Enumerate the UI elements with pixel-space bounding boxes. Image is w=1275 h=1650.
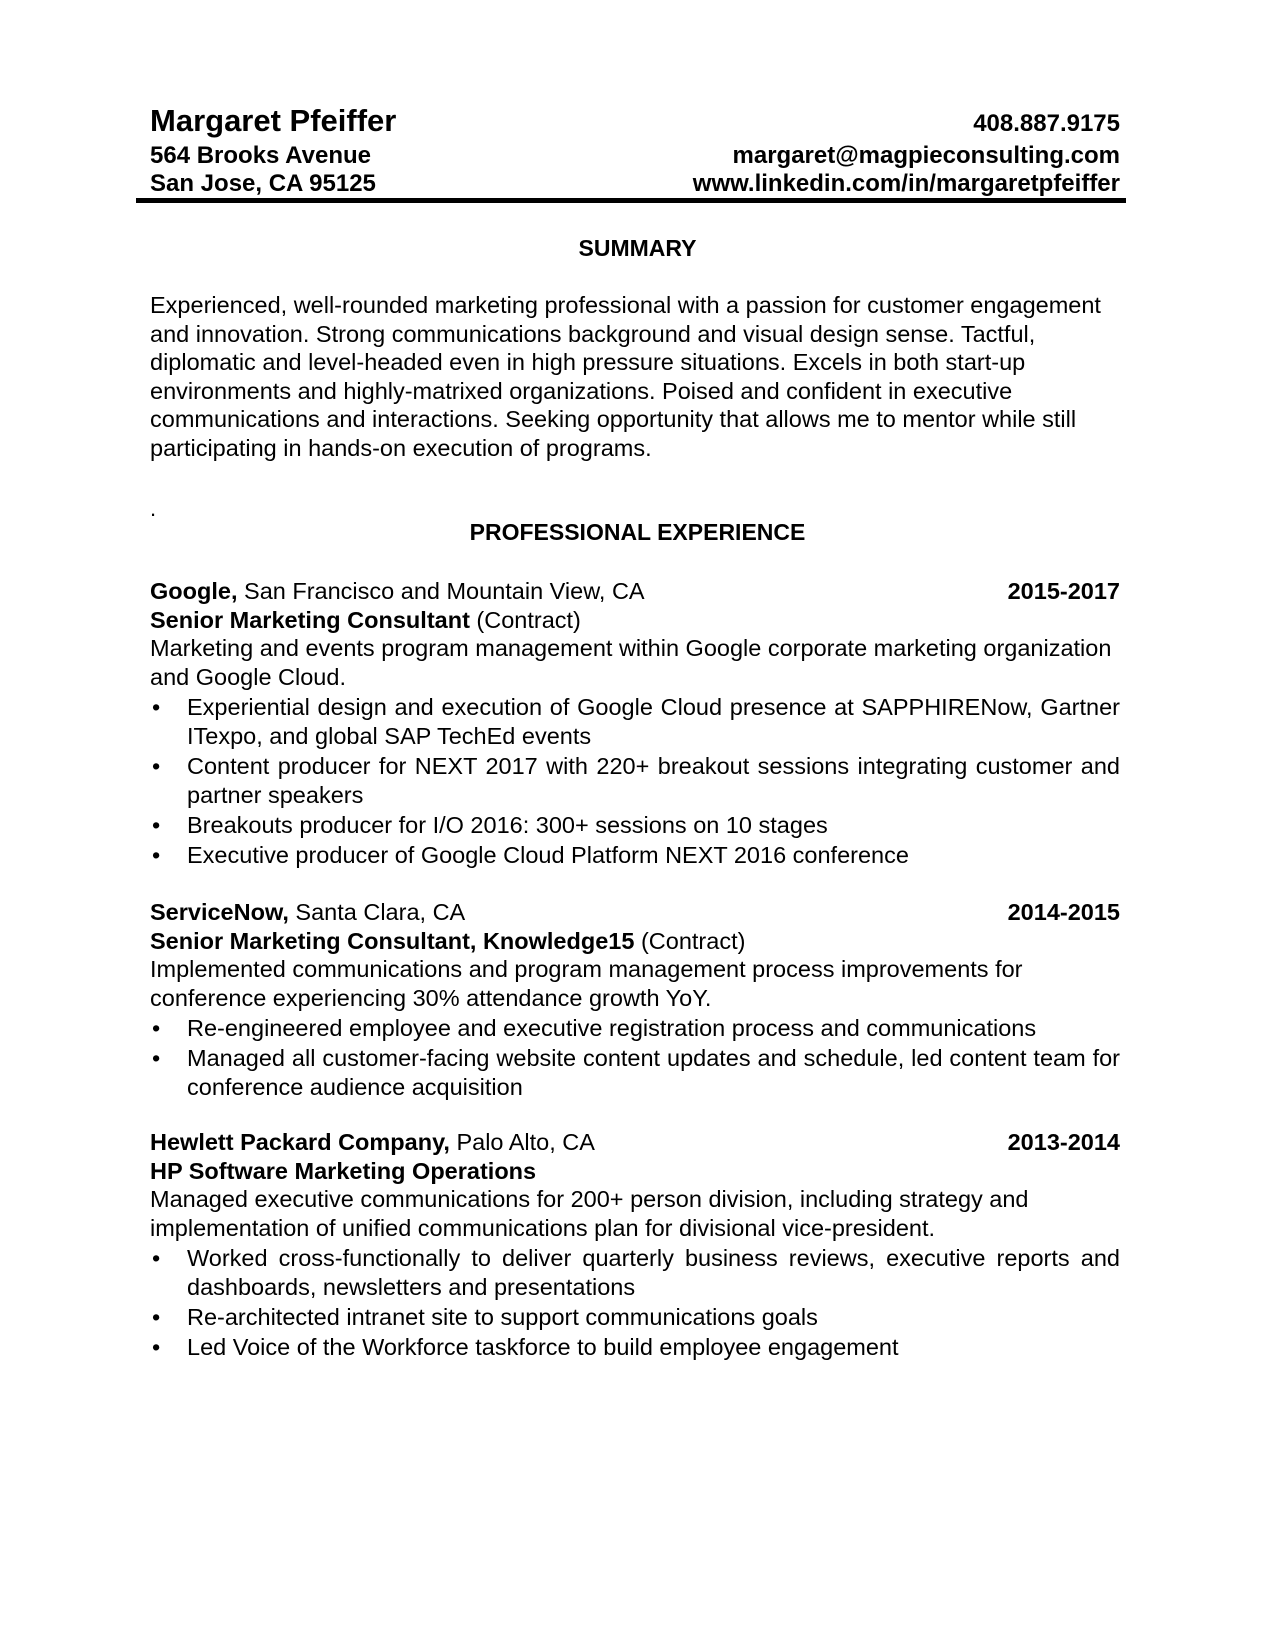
- bullet-text: Worked cross-functionally to deliver quarterly business reviews, executive reports and dashboards, newsletters and presentations: [187, 1245, 1120, 1300]
- job-bullet: [150, 811, 1120, 840]
- bullet-icon: •: [152, 1334, 161, 1361]
- job-bullet: [150, 841, 1120, 870]
- job-company-line: [150, 1128, 595, 1157]
- job-bullet: [150, 1303, 1120, 1332]
- bullet-icon: •: [152, 1045, 161, 1072]
- bullet-text: Breakouts producer for I/O 2016: 300+ sessions on 10 stages: [187, 811, 828, 838]
- bullet-text: Content producer for NEXT 2017 with 220+ breakout sessions integrating customer and partner speakers: [187, 753, 1120, 808]
- job-title-line: [150, 606, 1120, 635]
- job-dates: 2013-2014: [1007, 1129, 1120, 1155]
- linkedin-url: www.linkedin.com/in/margaretpfeiffer: [692, 170, 1120, 197]
- job-title-line: [150, 1157, 1120, 1186]
- company-name: ServiceNow,: [150, 899, 289, 925]
- bullet-text: Re-architected intranet site to support communications goals: [187, 1304, 818, 1331]
- job-description: Marketing and events program management within Google corporate marketing organization and Google Cloud.: [150, 635, 1112, 690]
- company-name: Hewlett Packard Company,: [150, 1129, 450, 1155]
- job-dates: 2015-2017: [1007, 578, 1120, 604]
- bullet-icon: •: [152, 1015, 161, 1042]
- job-bullet: [150, 1333, 1120, 1362]
- bullet-icon: •: [152, 753, 161, 780]
- city-state-zip: San Jose, CA 95125: [150, 170, 376, 197]
- job-title: HP Software Marketing Operations: [150, 1157, 537, 1184]
- bullet-text: Executive producer of Google Cloud Platform NEXT 2016 conference: [187, 841, 909, 868]
- job-bullet: [150, 1244, 1120, 1301]
- job-bullet-list: [150, 1244, 1120, 1361]
- experience-heading: PROFESSIONAL EXPERIENCE: [469, 519, 806, 545]
- summary-text: Experienced, well-rounded marketing professional with a passion for customer engagement and innovation. Strong communications background and visual design sense. Tactful, diplomatic and level-headed even in high pressure situations. Excels in both start-up environments and highly-matrixed organizations. Poised and confident in executive communications and interactions. Seeking opportunity that allows me to mentor while still participating in hands-on execution of programs.: [150, 292, 1101, 461]
- bullet-text: Managed all customer-facing website content updates and schedule, led content team for conference audience acquisition: [187, 1045, 1120, 1101]
- bullet-text: Experiential design and execution of Google Cloud presence at SAPPHIRENow, Gartner ITexpo, and global SAP TechEd events: [187, 694, 1120, 749]
- job-title: Senior Marketing Consultant, Knowledge15: [150, 927, 635, 954]
- job-title-line: [150, 927, 1120, 956]
- company-location: Palo Alto, CA: [449, 1129, 595, 1155]
- job-bullet: [150, 1014, 1120, 1043]
- job-company-line: [150, 898, 465, 927]
- job-title-note: (Contract): [469, 606, 581, 633]
- job-bullet-list: [150, 1014, 1120, 1101]
- candidate-name: Margaret Pfeiffer: [150, 103, 397, 138]
- bullet-text: Led Voice of the Workforce taskforce to build employee engagement: [187, 1334, 899, 1361]
- bullet-icon: •: [152, 1304, 161, 1331]
- job-bullet: [150, 693, 1120, 750]
- job-entry-servicenow: [150, 898, 1120, 1103]
- job-dates: 2014-2015: [1007, 899, 1120, 925]
- phone-number: 408.887.9175: [973, 110, 1120, 137]
- job-description: Managed executive communications for 200+ person division, including strategy and implementation of unified communications plan for divisional vice-president.: [150, 1186, 1029, 1241]
- bullet-icon: •: [152, 841, 161, 868]
- summary-heading: SUMMARY: [578, 235, 697, 261]
- job-bullet: [150, 752, 1120, 809]
- company-name: Google,: [150, 578, 238, 604]
- contact-header: [150, 103, 1120, 198]
- bullet-icon: •: [152, 811, 161, 838]
- job-entry-hp: [150, 1128, 1120, 1363]
- bullet-icon: •: [152, 694, 161, 721]
- job-bullet: [150, 1044, 1120, 1101]
- bullet-icon: •: [152, 1245, 161, 1272]
- bullet-text: Re-engineered employee and executive registration process and communications: [187, 1015, 1037, 1042]
- company-location: San Francisco and Mountain View, CA: [237, 578, 645, 604]
- job-company-line: [150, 577, 645, 606]
- job-description: Implemented communications and program management process improvements for conference experiencing 30% attendance growth YoY.: [150, 956, 1023, 1011]
- job-title: Senior Marketing Consultant: [150, 606, 470, 633]
- header-divider: [136, 198, 1126, 203]
- job-bullet-list: [150, 693, 1120, 869]
- stray-period: .: [150, 496, 157, 521]
- email-address: margaret@magpieconsulting.com: [732, 142, 1120, 169]
- company-location: Santa Clara, CA: [288, 899, 466, 925]
- street-address: 564 Brooks Avenue: [150, 142, 371, 169]
- job-entry-google: [150, 577, 1120, 871]
- job-title-note: (Contract): [634, 927, 746, 954]
